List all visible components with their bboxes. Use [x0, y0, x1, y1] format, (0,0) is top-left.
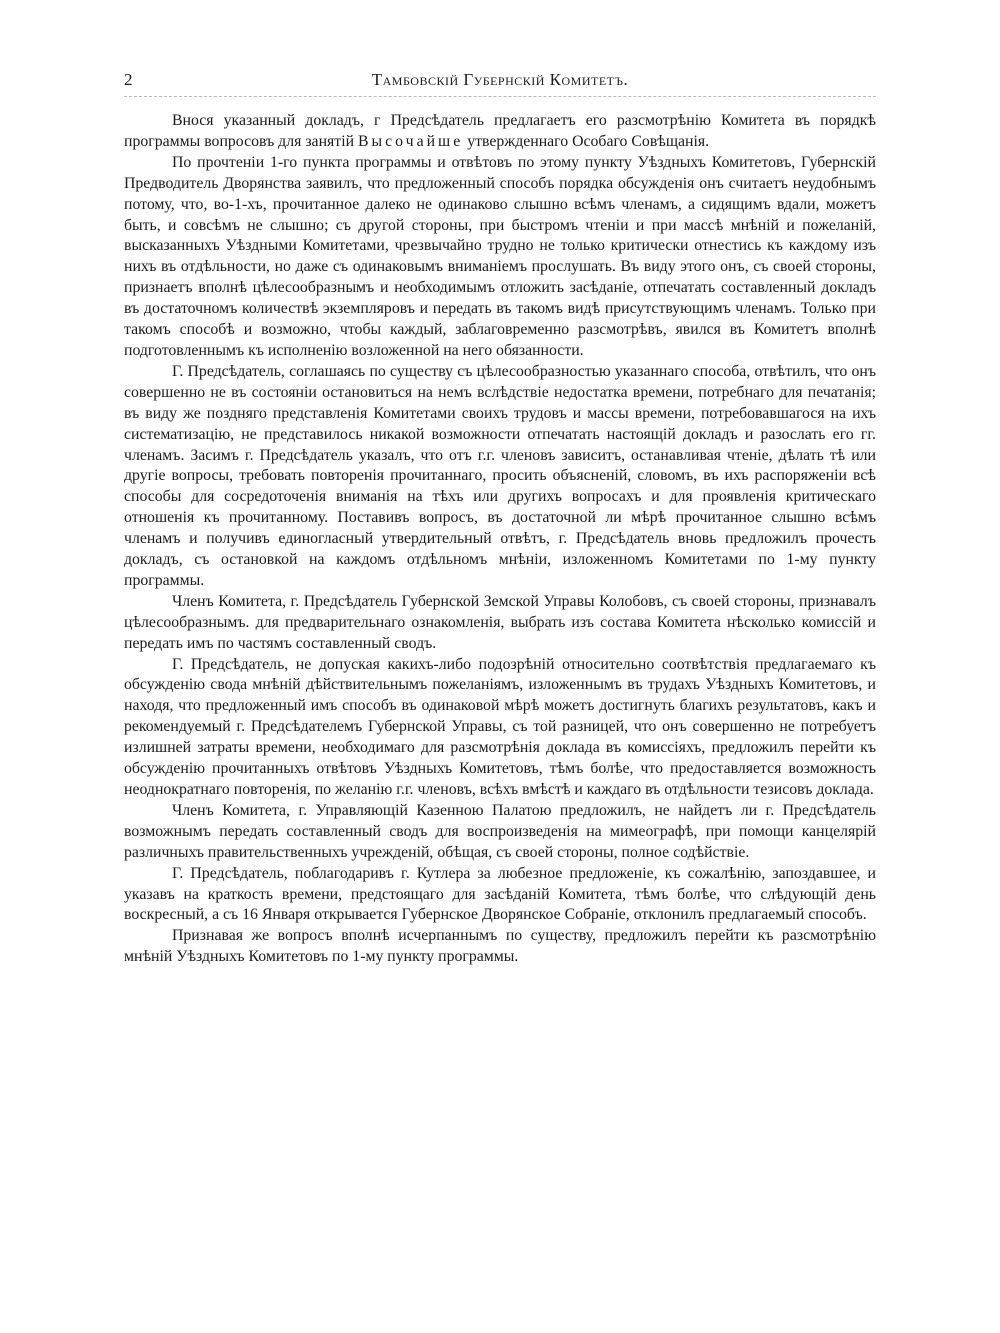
running-head — [124, 62, 876, 90]
page-title: Тамбовскій Губернскій Комитетъ. — [371, 70, 629, 89]
body-text — [124, 111, 876, 968]
paragraph-5: Г. Предсѣдатель, не допуская какихъ-либо подозрѣній относительно соотвѣтствія предлагаемаго къ обсужденію свода мнѣній дѣйствительнымъ пожеланіямъ, изложеннымъ въ трудахъ Уѣздныхъ Комитетовъ, и находя, что предложенный имъ способъ въ одинаковой мѣрѣ можетъ достигнуть благихъ результатовъ, какъ и рекомендуемый г. Предсѣдателемъ Губернской Управы, съ той разницей, что онъ совершенно не потребуетъ излишней затраты времени, необходимаго для разсмотрѣнія доклада въ комиссіяхъ, предложилъ перейти къ обсужденію прочитанныхъ отвѣтовъ Уѣздныхъ Комитетовъ, тѣмъ болѣе, что предоставляется возможность неоднократнаго повторенія, по желанію г.г. членовъ, всѣхъ вмѣстѣ и каждаго въ отдѣльности тезисовъ доклада. — [124, 655, 876, 798]
paragraph-7: Г. Предсѣдатель, поблагодаривъ г. Кутлера за любезное предложеніе, къ сожалѣнію, запоздавшее, и указавъ на краткость времени, предстоящаго для засѣданій Комитета, тѣмъ болѣе, что слѣдующій день воскресный, а съ 16 Января открывается Губернское Дворянское Собраніе, отклонилъ предлагаемый способъ. — [124, 864, 876, 924]
paragraph-3: Г. Предсѣдатель, соглашаясь по существу съ цѣлесообразностью указаннаго способа, отвѣтилъ, что онъ совершенно не въ состояніи остановиться на немъ вслѣдствіе недостатка времени, потребнаго для печатанія; въ виду же поздняго представленія Комитетами своихъ трудовъ и массы времени, потребовавшагося на ихъ систематизацію, не представилось никакой возможности отпечатать настоящій докладъ и разослать его гг. членамъ. Засимъ г. Предсѣдатель указалъ, что отъ г.г. членовъ зависитъ, останавливая чтеніе, дѣлать тѣ или другіе вопросы, требовать повторенія прочитаннаго, просить объясненій, словомъ, въ ихъ распоряженіи всѣ способы для сосредоточенія вниманія на тѣхъ или другихъ вопросахъ и для проявленія критическаго отношенія къ прочитанному. Поставивъ вопросъ, въ достаточной ли мѣрѣ прочитанное слышно всѣмъ членамъ и получивъ единогласный утвердительный отвѣтъ, г. Предсѣдатель вновь предложилъ прочесть докладъ, съ остановкой на каждомъ отдѣльномъ мнѣніи, изложенномъ Комитетами по 1-му пункту программы. — [124, 362, 876, 589]
paragraph-2: По прочтеніи 1-го пункта программы и отвѣтовъ по этому пункту Уѣздныхъ Комитетовъ, Губернскій Предводитель Дворянства заявилъ, что предложенный способъ порядка обсужденія онъ считаетъ неудобнымъ потому, что, во-1-хъ, прочитанное далеко не одинаково слышно всѣмъ членамъ, а сидящимъ вдали, можетъ быть, и совсѣмъ не слышно; съ другой стороны, при быстромъ чтеніи и при массѣ мнѣній и пожеланій, высказанныхъ Уѣздными Комитетами, чрезвычайно трудно не только критически отнестись къ каждому изъ нихъ въ отдѣльности, но даже съ одинаковымъ вниманіемъ прослушать. Въ виду этого онъ, съ своей стороны, признаетъ вполнѣ цѣлесообразнымъ и необходимымъ отложить засѣданіе, отпечатать составленный докладъ въ достаточномъ количествѣ экземпляровъ и передать въ такомъ видѣ присутствующимъ членамъ. Только при такомъ способѣ и возможно, чтобы каждый, заблаговременно разсмотрѣвъ, явился въ Комитетъ вполнѣ подготовленнымъ къ исполненію возложенной на него обязанности. — [124, 153, 876, 359]
page-number: 2 — [124, 70, 133, 89]
paragraph-1-text: Внося указанный докладъ, г Предсѣдатель предлагаетъ его разсмотрѣнію Комитета въ порядкѣ программы вопросовъ для занятій — [124, 112, 876, 150]
header-rule — [124, 96, 876, 97]
paragraph-4: Членъ Комитета, г. Предсѣдатель Губернской Земской Управы Колобовъ, съ своей стороны, признавалъ цѣлесообразнымъ. для предварительнаго ознакомленія, выбрать изъ состава Комитета нѣсколько комиссій и передать имъ по частямъ составленный сводъ. — [124, 592, 876, 652]
paragraph-8: Признавая же вопросъ вполнѣ исчерпаннымъ по существу, предложилъ перейти къ разсмотрѣнію мнѣній Уѣздныхъ Комитетовъ по 1-му пункту программы. — [124, 927, 876, 966]
paragraph-6: Членъ Комитета, г. Управляющій Казенною Палатою предложилъ, не найдетъ ли г. Предсѣдатель возможнымъ передать составленный сводъ для воспроизведенія на мимеографѣ, при помощи канцелярій различныхъ правительственныхъ учрежденій, обѣщая, съ своей стороны, полное содѣйствіе. — [124, 801, 876, 861]
paragraph-1-text-end: утвержденнаго Особаго Совѣщанія. — [467, 132, 710, 150]
paragraph-1 — [124, 111, 876, 153]
document-page — [124, 62, 876, 968]
paragraph-1-emphasis: Высочайше — [358, 132, 464, 150]
